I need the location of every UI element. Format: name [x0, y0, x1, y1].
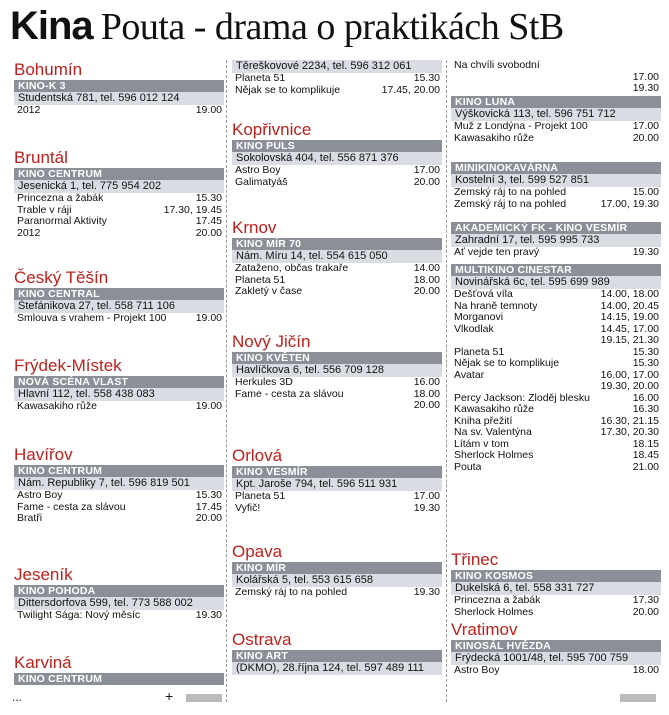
- city-heading: Orlová: [232, 446, 283, 465]
- showtimes: 18.45: [632, 449, 659, 461]
- film-title: Avatar: [454, 369, 485, 381]
- cinema-name: KINO CENTRAL: [14, 288, 224, 300]
- film-title: Paranormal Aktivity: [17, 216, 107, 227]
- cinema-address: Nám. Republiky 7, tel. 596 819 501: [14, 477, 224, 490]
- showtimes: 21.00: [632, 460, 659, 473]
- showtime-row: [232, 377, 442, 389]
- cinema-name: KINO MÍR: [232, 562, 442, 574]
- showtimes: 17.45: [195, 215, 222, 227]
- film-title: Bratři: [17, 513, 43, 524]
- film-title: Na sv. Valentýna: [454, 427, 532, 438]
- cinema-address: Dittersdorfova 599, tel. 773 588 002: [14, 597, 224, 610]
- showtime-row: [14, 313, 224, 325]
- film-title: 2012: [17, 227, 41, 239]
- listing-column-3: [451, 60, 661, 700]
- cinema-address: Zahradní 17, tel. 595 995 733: [451, 234, 661, 247]
- film-title: Astro Boy: [235, 165, 281, 176]
- city-heading: Ostrava: [232, 630, 292, 649]
- cinema-address: Kostelní 3, tel. 599 527 851: [451, 174, 661, 187]
- cinema-name: KINO POHODA: [14, 585, 224, 597]
- film-title: Nějak se to komplikuje: [235, 84, 341, 96]
- cinema-address: Štefánikova 27, tel. 558 711 106: [14, 300, 224, 313]
- showtimes: 20.00: [195, 226, 222, 239]
- film-title: Zemský ráj to na pohled: [454, 198, 567, 210]
- city-heading: Bohumín: [14, 60, 83, 79]
- film-title: Kawasakiho růže: [454, 404, 534, 415]
- cinema-name: KINO CENTRUM: [14, 673, 224, 685]
- city-heading: Kopřivnice: [232, 120, 312, 139]
- showtime-row: [451, 595, 661, 607]
- cinema-name: MINIKINOKAVÁRNA: [451, 162, 661, 174]
- showtimes: 14.00, 18.00: [600, 288, 659, 300]
- cinema-block: [451, 96, 661, 144]
- showtimes: 15.30: [632, 357, 659, 369]
- city-heading: Český Těšín: [14, 268, 109, 287]
- city-heading: Nový Jičín: [232, 332, 311, 351]
- showtime-row: [451, 439, 661, 451]
- film-title: Ať vejde ten pravý: [454, 247, 540, 258]
- cinema-block: [232, 446, 442, 514]
- showtime-row: [14, 105, 224, 117]
- showtime-row: [451, 347, 661, 359]
- cinema-block: [232, 332, 442, 412]
- cinema-address: Kpt. Jaroše 794, tel. 596 511 931: [232, 478, 442, 491]
- showtimes: 19.00: [195, 400, 222, 412]
- showtime-row: [232, 85, 442, 97]
- cinema-block: [14, 445, 224, 525]
- showtime-row: [232, 389, 442, 401]
- showtime-row: [451, 335, 661, 347]
- showtime-row: [232, 286, 442, 298]
- cinema-block: [451, 264, 661, 473]
- showtimes: 14.45, 17.00: [600, 322, 659, 335]
- section-title: Kina: [10, 4, 93, 48]
- print-mark: [186, 694, 222, 702]
- film-title: Trable v ráji: [17, 204, 72, 216]
- registration-mark: +: [165, 688, 174, 704]
- cinema-address: Studentská 781, tel. 596 012 124: [14, 92, 224, 105]
- film-title: Astro Boy: [454, 665, 500, 676]
- cinema-block: [232, 120, 442, 188]
- showtimes: 17.00: [413, 164, 440, 176]
- cinema-block: [14, 148, 224, 239]
- film-title: Pouta: [454, 461, 482, 473]
- showtime-row: [232, 177, 442, 189]
- page-header: [10, 4, 660, 54]
- showtimes: 16.00, 17.00: [600, 368, 659, 381]
- showtimes: 15.30: [195, 192, 222, 204]
- cinema-address: Nám. Míru 14, tel. 554 615 050: [232, 250, 442, 263]
- film-title: Vyfič!: [235, 502, 261, 514]
- showtimes: 19.30: [195, 609, 222, 621]
- showtime-row: [14, 401, 224, 413]
- showtimes: 17.45: [195, 500, 222, 513]
- headline: Pouta - drama o praktikách StB: [100, 6, 564, 48]
- cinema-address: Výškovická 113, tel. 596 751 712: [451, 108, 661, 121]
- city-heading: Opava: [232, 542, 283, 561]
- film-title: Kawasakiho růže: [17, 401, 97, 412]
- film-title: Dešťová víla: [454, 289, 513, 300]
- showtimes: 20.00: [413, 175, 440, 188]
- film-title: Zataženo, občas trakaře: [235, 263, 349, 274]
- showtimes: [655, 60, 659, 72]
- film-title: Kniha přežití: [454, 415, 513, 427]
- showtimes: 19.30: [413, 501, 440, 514]
- showtimes: 17.30, 19.45: [163, 203, 222, 216]
- cinema-block: [451, 162, 661, 210]
- showtimes: 18.00: [413, 273, 440, 286]
- showtime-row: [451, 381, 661, 393]
- showtimes: 17.00: [632, 120, 659, 132]
- film-title: Planeta 51: [235, 491, 286, 502]
- cinema-name: KINO-K 3: [14, 80, 224, 92]
- showtime-row: [451, 83, 661, 95]
- film-title: Zakletý v čase: [235, 286, 303, 297]
- cinema-name: KINOSÁL HVĚZDA: [451, 640, 661, 652]
- cinema-block: [14, 565, 224, 622]
- cinema-address: Hlavní 112, tel. 558 438 083: [14, 388, 224, 401]
- cinema-address: Havlíčkova 6, tel. 556 709 128: [232, 364, 442, 377]
- showtimes: 15.30: [413, 72, 440, 84]
- film-title: Twilight Sága: Nový měsíc: [17, 610, 141, 621]
- listing-column-2: [232, 60, 442, 700]
- cinema-block: [451, 60, 661, 95]
- showtime-row: [451, 393, 661, 405]
- cinema-name: KINO LUNA: [451, 96, 661, 108]
- showtimes: 17.00: [632, 70, 659, 83]
- showtimes: 19.15, 21.30: [600, 334, 659, 346]
- showtimes: 19.00: [195, 104, 222, 116]
- city-heading: Bruntál: [14, 148, 68, 167]
- showtimes: 19.30: [632, 246, 659, 258]
- cinema-address: Frýdecká 1001/48, tel. 595 700 759: [451, 652, 661, 665]
- cinema-name: KINO CENTRUM: [14, 168, 224, 180]
- showtimes: 17.45, 20.00: [381, 83, 440, 96]
- showtimes: 19.30: [413, 586, 440, 598]
- showtime-row: [451, 187, 661, 199]
- showtimes: 16.30, 21.15: [600, 414, 659, 427]
- showtime-row: [14, 205, 224, 217]
- showtimes: 20.00: [632, 605, 659, 618]
- showtimes: 16.00: [632, 391, 659, 404]
- cinema-block: [14, 356, 224, 413]
- cinema-address: Kolářská 5, tel. 553 615 658: [232, 574, 442, 587]
- film-title: Planeta 51: [235, 274, 286, 286]
- film-title: Morganovi: [454, 312, 504, 323]
- film-title: Astro Boy: [17, 490, 63, 501]
- showtimes: 18.00: [632, 664, 659, 676]
- film-title: Galimatyáš: [235, 176, 288, 188]
- film-title: Nějak se to komplikuje: [454, 358, 560, 369]
- cinema-name: NOVÁ SCÉNA VLAST: [14, 376, 224, 388]
- cinema-block: [232, 60, 442, 96]
- cinema-address: Jesenická 1, tel. 775 954 202: [14, 180, 224, 193]
- cinema-address: Těreškovové 2234, tel. 596 312 061: [232, 60, 442, 73]
- film-title: Planeta 51: [235, 73, 286, 84]
- film-title: Princezna a žabák: [17, 193, 104, 204]
- showtimes: 16.00: [413, 376, 440, 388]
- showtime-row: [451, 199, 661, 211]
- film-title: Princezna a žabák: [454, 595, 541, 606]
- film-title: Muž z Londýna - Projekt 100: [454, 121, 588, 132]
- cinema-name: KINO KVĚTEN: [232, 352, 442, 364]
- film-title: Herkules 3D: [235, 377, 293, 388]
- showtimes: 15.30: [632, 345, 659, 358]
- showtime-row: [232, 503, 442, 515]
- film-title: Percy Jackson: Zloděj blesku: [454, 392, 590, 404]
- showtime-row: [14, 193, 224, 205]
- cinema-address: Novinářská 6c, tel. 595 699 989: [451, 276, 661, 289]
- cinema-name: KINO MÍR 70: [232, 238, 442, 250]
- showtime-row: [232, 400, 442, 412]
- showtime-row: [14, 216, 224, 228]
- showtimes: 17.00: [413, 490, 440, 502]
- cinema-address: (DKMO), 28.října 124, tel. 597 489 111: [232, 662, 442, 675]
- cinema-name: KINO ART: [232, 650, 442, 662]
- continuation-dots: ...: [12, 690, 23, 704]
- film-title: Na chvíli svobodní: [454, 60, 540, 71]
- column-divider: [446, 60, 447, 702]
- city-heading: Frýdek-Místek: [14, 356, 122, 375]
- showtimes: 14.00, 20.45: [600, 299, 659, 312]
- film-title: Smlouva s vrahem - Projekt 100: [17, 313, 167, 324]
- showtime-row: [451, 607, 661, 619]
- city-heading: Vratimov: [451, 620, 518, 639]
- showtimes: 20.00: [632, 131, 659, 144]
- showtimes: 14.00: [413, 262, 440, 274]
- showtime-row: [232, 73, 442, 85]
- showtimes: 16.30: [632, 403, 659, 415]
- showtime-row: [14, 490, 224, 502]
- cinema-block: [232, 542, 442, 599]
- showtime-row: [232, 491, 442, 503]
- column-divider: [226, 60, 227, 702]
- showtimes: 20.00: [413, 285, 440, 297]
- showtime-row: [14, 502, 224, 514]
- showtime-row: [14, 513, 224, 525]
- cinema-name: KINO PULS: [232, 140, 442, 152]
- showtime-row: [451, 133, 661, 145]
- city-heading: Karviná: [14, 653, 72, 672]
- showtimes: 20.00: [413, 399, 440, 411]
- showtimes: 18.15: [632, 437, 659, 450]
- film-title: Kawasakiho růže: [454, 132, 534, 144]
- city-heading: Krnov: [232, 218, 277, 237]
- cinema-name: MULTIKINO CINESTAR: [451, 264, 661, 276]
- showtime-row: [451, 60, 661, 72]
- cinema-block: [451, 222, 661, 259]
- city-heading: Jeseník: [14, 565, 73, 584]
- showtime-row: [451, 404, 661, 416]
- showtime-row: [14, 610, 224, 622]
- city-heading: Třinec: [451, 550, 499, 569]
- showtime-row: [451, 247, 661, 259]
- cinema-block: [232, 218, 442, 298]
- cinema-name: KINO CENTRUM: [14, 465, 224, 477]
- showtimes: 17.00, 19.30: [600, 197, 659, 210]
- showtime-row: [232, 165, 442, 177]
- showtimes: 19.30, 20.00: [600, 380, 659, 392]
- film-title: 2012: [17, 105, 41, 116]
- showtime-row: [451, 665, 661, 677]
- film-title: Sherlock Holmes: [454, 450, 534, 461]
- showtime-row: [232, 587, 442, 599]
- showtime-row: [451, 427, 661, 439]
- showtimes: 20.00: [195, 512, 222, 524]
- film-title: Vlkodlak: [454, 323, 494, 335]
- cinema-name: KINO VESMÍR: [232, 466, 442, 478]
- film-title: Na hraně temnoty: [454, 300, 538, 312]
- cinema-address: Dukelská 6, tel. 558 331 727: [451, 582, 661, 595]
- showtimes: 17.30, 20.30: [600, 426, 659, 438]
- cinema-name: KINO KOSMOS: [451, 570, 661, 582]
- showtime-row: [451, 312, 661, 324]
- showtime-row: [451, 358, 661, 370]
- cinema-block: [14, 60, 224, 117]
- film-title: Fame - cesta za slávou: [17, 501, 126, 513]
- film-title: Zemský ráj to na pohled: [454, 187, 567, 198]
- cinema-address: Sokolovská 404, tel. 556 871 376: [232, 152, 442, 165]
- print-mark: [620, 694, 656, 702]
- showtimes: 15.30: [195, 489, 222, 501]
- cinema-block: [451, 550, 661, 618]
- film-title: Zemský ráj to na pohled: [235, 587, 348, 598]
- showtimes: 19.00: [195, 312, 222, 324]
- showtime-row: [451, 72, 661, 84]
- showtimes: 15.00: [632, 186, 659, 198]
- showtime-row: [232, 263, 442, 275]
- cinema-block: [451, 620, 661, 677]
- showtime-row: [451, 450, 661, 462]
- showtimes: 14.15, 19.00: [600, 311, 659, 323]
- cinema-block: [232, 630, 442, 675]
- showtime-row: [451, 289, 661, 301]
- listing-column-1: [14, 60, 224, 700]
- cinema-block: [14, 268, 224, 325]
- film-title: Planeta 51: [454, 346, 505, 358]
- cinema-name: AKADEMICKÝ FK - KINO VESMÍR: [451, 222, 661, 234]
- showtime-row: [232, 275, 442, 287]
- showtimes: 19.30: [632, 82, 659, 94]
- film-title: Sherlock Holmes: [454, 606, 534, 618]
- showtime-row: [14, 228, 224, 240]
- film-title: Lítám v tom: [454, 438, 509, 450]
- cinema-block: [14, 653, 224, 685]
- showtime-row: [451, 121, 661, 133]
- film-title: Fame - cesta za slávou: [235, 388, 344, 400]
- city-heading: Havířov: [14, 445, 73, 464]
- showtimes: 18.00: [413, 387, 440, 400]
- showtimes: 17.30: [632, 594, 659, 606]
- showtime-row: [451, 462, 661, 474]
